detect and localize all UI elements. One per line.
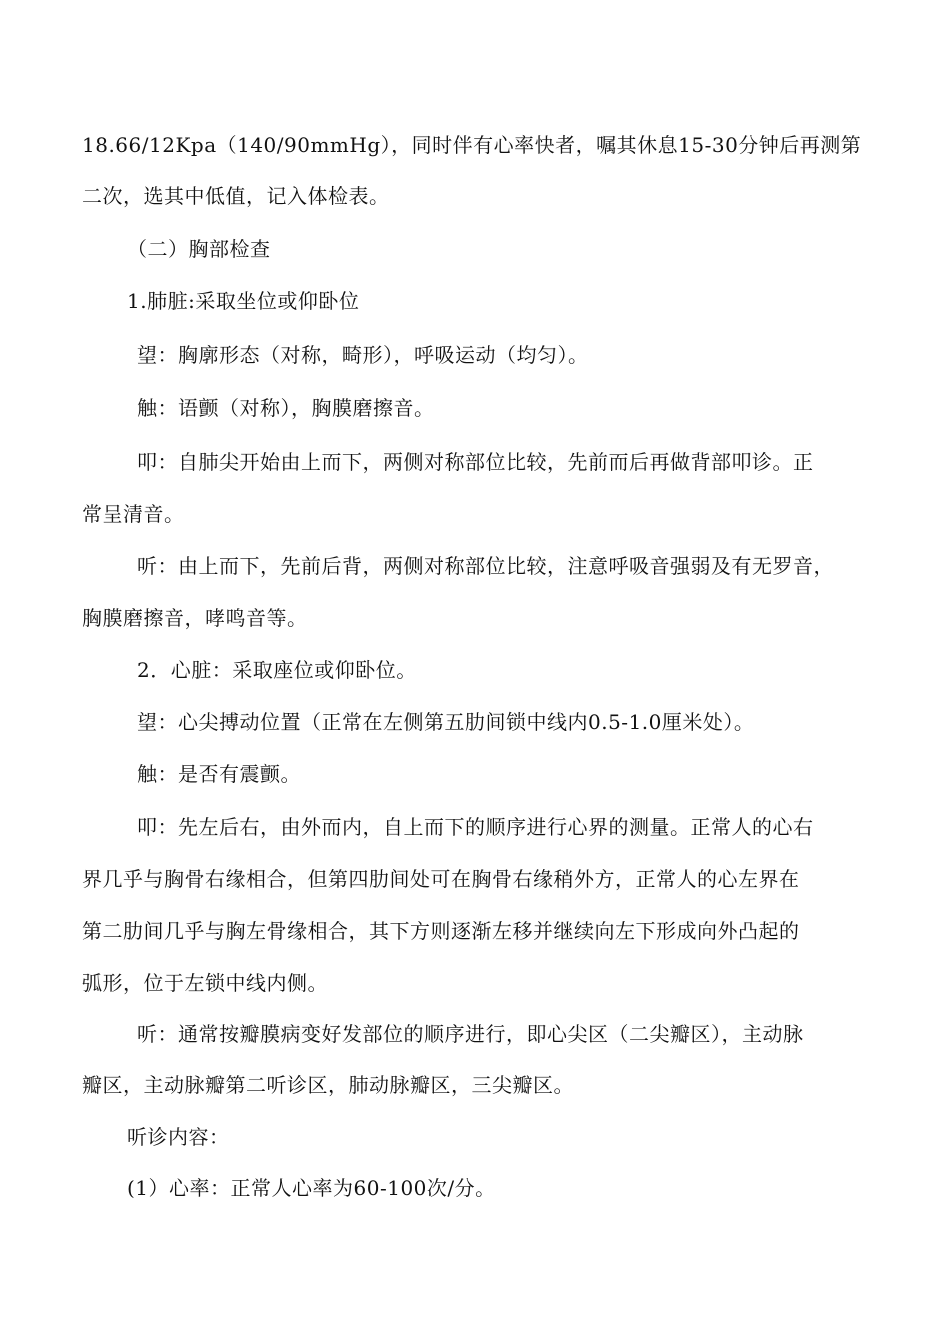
paragraph-line: 第二肋间几乎与胸左骨缘相合，其下方则逐渐左移并继续向左下形成向外凸起的 [82, 919, 800, 943]
paragraph-line: 触：语颤（对称），胸膜磨擦音。 [137, 396, 435, 420]
paragraph-line: 二次，选其中低值，记入体检表。 [82, 184, 390, 208]
paragraph-line: (1）心率：正常人心率为60-100次/分。 [127, 1176, 496, 1200]
paragraph-line: 望：心尖搏动位置（正常在左侧第五肋间锁中线内0.5-1.0厘米处）。 [137, 710, 755, 734]
paragraph-line: 触：是否有震颤。 [137, 762, 301, 786]
paragraph-line: 弧形，位于左锁中线内侧。 [82, 971, 328, 995]
paragraph-line: 瓣区，主动脉瓣第二听诊区，肺动脉瓣区，三尖瓣区。 [82, 1073, 574, 1097]
paragraph-line: 胸膜磨擦音，哮鸣音等。 [82, 606, 308, 630]
paragraph-line: 叩：先左后右，由外而内，自上而下的顺序进行心界的测量。正常人的心右 [137, 815, 814, 839]
paragraph-line: 常呈清音。 [82, 502, 185, 526]
paragraph-line: 叩：自肺尖开始由上而下，两侧对称部位比较，先前而后再做背部叩诊。正 [137, 450, 814, 474]
paragraph-line: 界几乎与胸骨右缘相合，但第四肋间处可在胸骨右缘稍外方，正常人的心左界在 [82, 867, 800, 891]
paragraph-line: 望：胸廓形态（对称，畸形），呼吸运动（均匀）。 [137, 343, 589, 367]
subsection-heading: 2．心脏：采取座位或仰卧位。 [137, 658, 417, 682]
section-heading: （二）胸部检查 [127, 237, 271, 261]
subsection-heading: 1.肺脏:采取坐位或仰卧位 [127, 289, 360, 313]
paragraph-line: 听诊内容： [127, 1125, 230, 1149]
paragraph-line: 18.66/12Kpa（140/90mmHg），同时伴有心率快者，嘱其休息15-30分钟后再测第 [82, 133, 862, 157]
paragraph-line: 听：通常按瓣膜病变好发部位的顺序进行，即心尖区（二尖瓣区），主动脉 [137, 1022, 804, 1046]
paragraph-line: 听：由上而下，先前后背，两侧对称部位比较，注意呼吸音强弱及有无罗音， [137, 554, 834, 578]
